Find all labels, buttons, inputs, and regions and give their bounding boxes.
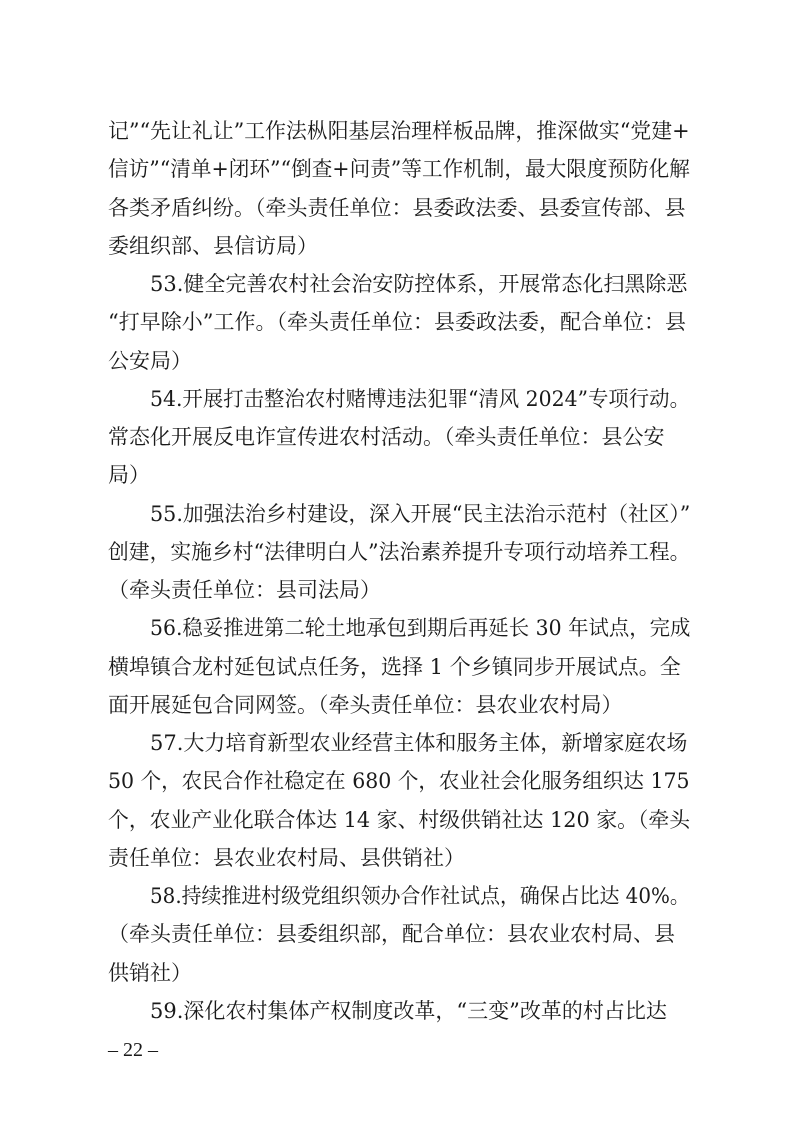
item-57-line-1: 57.大力培育新型农业经营主体和服务主体，新增家庭农场	[150, 731, 688, 755]
item-56-line-3: 面开展延包合同网签。（牵头责任单位：县农业农村局）	[108, 693, 623, 717]
item-59-line-1: 59.深化农村集体产权制度改革，“三变”改革的村占比达	[150, 999, 667, 1023]
item-57-line-2: 50 个，农民合作社稳定在 680 个，农业社会化服务组织达 175	[108, 769, 690, 793]
page-number: – 22 –	[108, 1039, 158, 1061]
item-56-line-2: 横埠镇合龙村延包试点任务，选择 1 个乡镇同步开展试点。全	[108, 655, 681, 679]
item-58-line-2: （牵头责任单位：县委组织部，配合单位：县农业农村局、县	[108, 922, 675, 946]
item-58-line-3: 供销社）	[108, 961, 192, 985]
item-53-line-2: “打早除小”工作。（牵头责任单位：县委政法委，配合单位：县	[108, 310, 686, 334]
item-53-line-1: 53.健全完善农村社会治安防控体系，开展常态化扫黑除恶	[150, 272, 688, 296]
text-line-1: 记”“先让礼让”工作法枞阳基层治理样板品牌，推深做实“党建+	[108, 119, 690, 143]
item-54-line-1: 54.开展打击整治农村赌博违法犯罪“清风 2024”专项行动。	[150, 387, 690, 411]
item-53-line-3: 公安局）	[108, 349, 192, 373]
item-57-line-4: 责任单位：县农业农村局、县供销社）	[108, 846, 465, 870]
item-56-line-1: 56.稳妥推进第二轮土地承包到期后再延长 30 年试点，完成	[150, 616, 691, 640]
text-line-3: 各类矛盾纠纷。（牵头责任单位：县委政法委、县委宣传部、县	[108, 196, 686, 220]
item-55-line-2: 创建，实施乡村“法律明白人”法治素养提升专项行动培养工程。	[108, 540, 691, 564]
item-55-line-1: 55.加强法治乡村建设，深入开展“民主法治示范村（社区）”	[150, 502, 691, 526]
item-54-line-2: 常态化开展反电诈宣传进农村活动。（牵头责任单位：县公安	[108, 425, 665, 449]
item-57-line-3: 个，农业产业化联合体达 14 家、村级供销社达 120 家。（牵头	[108, 808, 691, 832]
item-58-line-1: 58.持续推进村级党组织领办合作社试点，确保占比达 40%。	[150, 884, 690, 908]
text-line-4: 委组织部、县信访局）	[108, 234, 318, 258]
item-54-line-3: 局）	[108, 463, 150, 487]
item-55-line-3: （牵头责任单位：县司法局）	[108, 578, 381, 602]
text-line-2: 信访”“清单+闭环”“倒查+问责”等工作机制，最大限度预防化解	[108, 157, 690, 181]
